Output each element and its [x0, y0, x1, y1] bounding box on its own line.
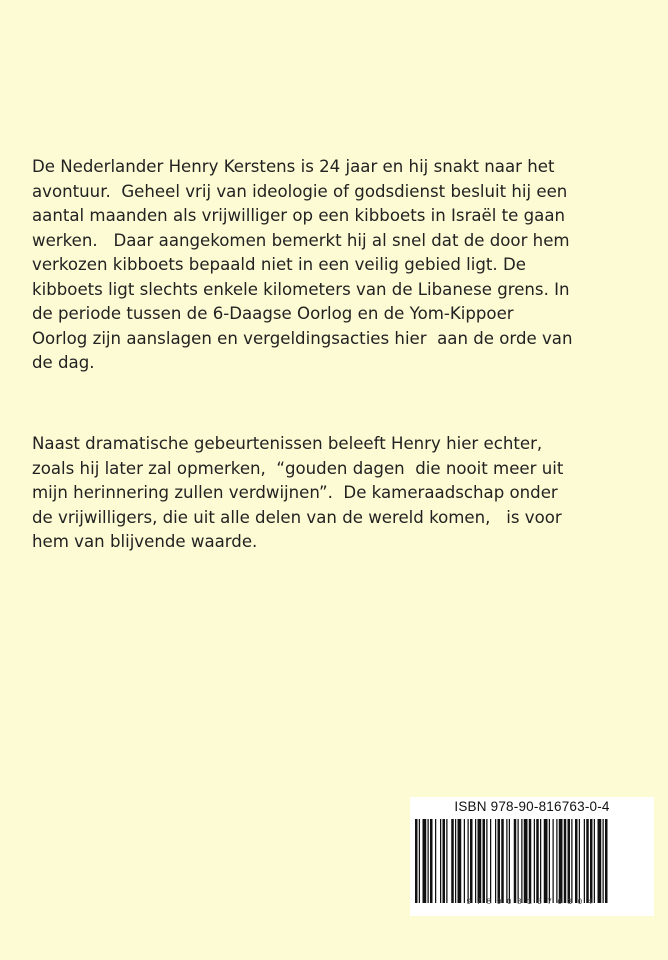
barcode-bar — [556, 819, 557, 903]
barcode-bar — [514, 819, 517, 903]
barcode-digits: 9789081676304 — [466, 898, 598, 907]
barcode-bar — [486, 819, 487, 903]
barcode-bar — [521, 819, 522, 903]
barcode-bar — [475, 819, 476, 903]
barcode-bar — [498, 819, 501, 903]
barcode-bar — [470, 819, 473, 903]
text-line: de dag. — [32, 353, 95, 372]
barcode-bar — [464, 819, 465, 903]
text-line: zoals hij later zal opmerken, “gouden dagen die nooit meer uit — [32, 458, 564, 478]
barcode-bar — [553, 819, 554, 903]
barcode-bar — [415, 819, 418, 903]
barcode-bar — [435, 819, 436, 903]
barcode-bar — [468, 819, 469, 903]
text-line: werken. Daar aangekomen bemerkt hij al snel dat de door hem — [32, 230, 570, 250]
text-line: De Nederlander Henry Kerstens is 24 jaar en hij snakt naar het — [32, 157, 555, 176]
barcode-bar — [483, 819, 486, 903]
text-line: mijn herinnering zullen verdwijnen”. De kameraadschap onder — [32, 483, 558, 502]
barcode-bars — [415, 819, 649, 903]
barcode-bar — [428, 819, 429, 903]
barcode-bar — [506, 819, 507, 903]
text-line: Naast dramatische gebeurtenissen beleeft Henry hier echter, — [32, 434, 543, 453]
barcode-bar — [571, 819, 572, 903]
barcode-bar — [590, 819, 593, 903]
barcode-bar — [603, 819, 604, 903]
barcode-bar — [584, 819, 585, 903]
barcode-bar — [568, 819, 571, 903]
barcode-bar — [501, 819, 504, 903]
text-line: kibboets ligt slechts enkele kilometers van de Libanese grens. In — [32, 279, 570, 299]
barcode-bar — [559, 819, 563, 903]
barcode-bar — [443, 819, 446, 903]
barcode-bar — [446, 819, 447, 903]
barcode-bar — [440, 819, 441, 903]
barcode-bar — [524, 819, 528, 903]
barcode-bar — [549, 819, 550, 903]
barcode-bar — [605, 819, 608, 903]
barcode-bar — [509, 819, 510, 903]
barcode-bar — [478, 819, 482, 903]
barcode-bar — [598, 819, 602, 903]
barcode-bar — [451, 819, 454, 903]
barcode-bar — [529, 819, 532, 903]
text-line: avontuur. Geheel vrij van ideologie of godsdienst besluit hij een — [32, 181, 568, 201]
barcode-bar — [540, 819, 541, 903]
barcode-bar — [419, 819, 420, 903]
barcode-bar — [423, 819, 427, 903]
barcode-bar — [518, 819, 519, 903]
barcode-bar — [430, 819, 433, 903]
text-line: de vrijwilligers, die uit alle delen van de wereld komen, is voor — [32, 507, 562, 527]
barcode-bar — [575, 819, 578, 903]
barcode-bar — [455, 819, 456, 903]
barcode-bar — [495, 819, 496, 903]
barcode-bar — [544, 819, 548, 903]
barcode-bar — [579, 819, 580, 903]
barcode-bar — [490, 819, 491, 903]
barcode-bar — [594, 819, 595, 903]
barcode-bar — [536, 819, 539, 903]
text-line: hem van blijvende waarde. — [32, 532, 258, 551]
text-line: verkozen kibboets bepaald niet in een veilig gebied ligt. De — [32, 255, 526, 274]
barcode-bar — [534, 819, 535, 903]
text-line: aantal maanden als vrijwilliger op een kibboets in Israël te gaan — [32, 206, 566, 225]
barcode-bar — [586, 819, 589, 903]
barcode-bar — [564, 819, 567, 903]
isbn-label: ISBN 978-90-816763-0-4 — [454, 799, 610, 814]
barcode-bar — [458, 819, 462, 903]
text-line: Oorlog zijn aanslagen en vergeldingsacties hier aan de orde van — [32, 328, 573, 348]
isbn-barcode — [410, 797, 654, 916]
text-line: de periode tussen de 6-Daagse Oorlog en de Yom-Kippoer — [32, 304, 514, 323]
blurb-paragraph-1 — [32, 155, 638, 376]
blurb-paragraph-2 — [32, 432, 638, 555]
